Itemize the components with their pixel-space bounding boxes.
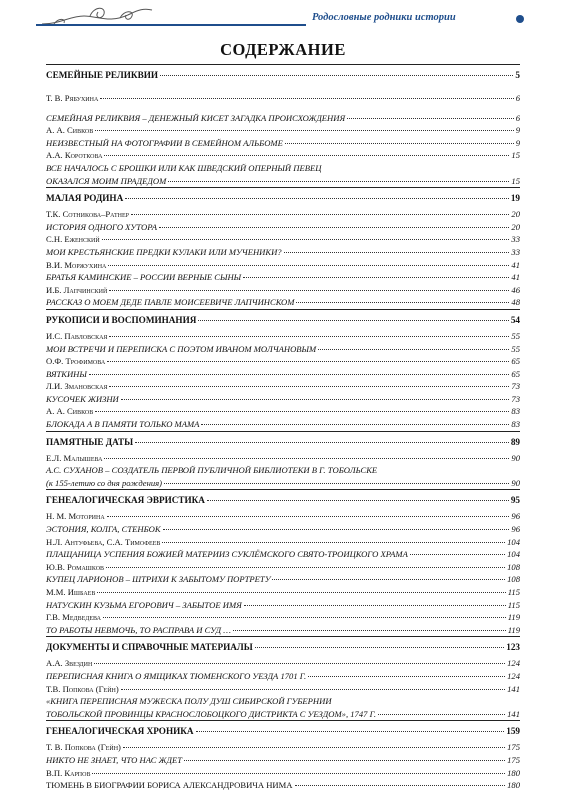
- page-title: СОДЕРЖАНИЕ: [220, 40, 346, 59]
- toc-title-entry[interactable]: [46, 112, 520, 125]
- author-name: А. А. Сивков: [46, 406, 94, 417]
- author-name: Т.В. Попкова (Гейн): [46, 683, 119, 694]
- toc-section: [46, 187, 520, 309]
- dot-leader: [102, 239, 510, 240]
- toc-author-entry[interactable]: [46, 259, 520, 272]
- dot-leader: [92, 773, 505, 774]
- toc-title-entry[interactable]: [46, 548, 520, 561]
- dot-leader: [109, 336, 509, 337]
- entry-page-number: 124: [507, 658, 520, 669]
- entry-page-number: 48: [511, 297, 520, 308]
- entry-page-number: 20: [511, 209, 520, 220]
- author-name: А.А. Звездин: [46, 658, 93, 669]
- author-name: В.И. Моржухина: [46, 259, 107, 270]
- dot-leader: [104, 155, 509, 156]
- dot-leader: [95, 411, 509, 412]
- entry-page-number: 96: [511, 524, 520, 535]
- section-heading[interactable]: [46, 432, 520, 452]
- section-page-number: 159: [506, 726, 520, 737]
- entry-page-number: 90: [511, 452, 520, 463]
- dot-leader: [97, 592, 505, 593]
- dot-leader: [198, 320, 508, 321]
- toc-section: [46, 636, 520, 720]
- toc-author-entry[interactable]: [46, 741, 520, 754]
- author-name: Н. М. Моторина: [46, 511, 105, 522]
- toc-title-entry[interactable]: [46, 464, 520, 477]
- toc-author-entry[interactable]: [46, 405, 520, 418]
- article-title: ТОБОЛЬСКОЙ ПРОВИНЦЫ КРАСНОСЛОБОЦКОГО ДИСТРИКТА С УЕЗДОМ», 1747 Г.: [46, 708, 376, 719]
- toc-title-entry[interactable]: [46, 246, 520, 259]
- article-title: (к 155-летию со дня рождения): [46, 477, 163, 488]
- dot-leader: [296, 302, 509, 303]
- dot-leader: [160, 75, 513, 76]
- toc-author-entry[interactable]: [46, 355, 520, 368]
- dot-leader: [378, 714, 505, 715]
- author-name: А. А. Сивков: [46, 125, 94, 136]
- author-name: Т. В. Рябухина: [46, 93, 99, 103]
- toc-author-entry[interactable]: [46, 92, 520, 105]
- section-title: РУКОПИСИ И ВОСПОМИНАНИЯ: [46, 314, 197, 325]
- article-title: МОИ ВСТРЕЧИ И ПЕРЕПИСКА С ПОЭТОМ ИВАНОМ МОЛЧАНОВЫМ: [46, 343, 317, 354]
- toc-title-entry[interactable]: [46, 670, 520, 683]
- dot-leader: [159, 227, 509, 228]
- toc-title-entry[interactable]: [46, 221, 520, 234]
- dot-leader: [410, 554, 505, 555]
- entry-page-number: 9: [515, 125, 520, 136]
- toc-title-entry[interactable]: [46, 754, 520, 767]
- entry-page-number: 119: [507, 624, 520, 635]
- toc-title-entry[interactable]: [46, 175, 520, 188]
- toc-title-entry[interactable]: [46, 418, 520, 431]
- entry-page-number: 108: [507, 561, 520, 572]
- article-title: ЭСТОНИЯ, КОЛГА, СТЕНБОК: [46, 524, 161, 535]
- entry-page-number: 55: [511, 330, 520, 341]
- article-title: НАТУСКИН КУЗЬМА ЕГОРОВИЧ – ЗАБЫТОЕ ИМЯ: [46, 599, 242, 610]
- dot-leader: [125, 198, 509, 199]
- entry-page-number: 15: [511, 150, 520, 161]
- header-rule: [36, 24, 306, 26]
- entry-page-number: 41: [511, 272, 520, 283]
- dot-leader: [109, 290, 509, 291]
- dot-leader: [244, 605, 506, 606]
- dot-leader: [163, 529, 510, 530]
- section-title: ДОКУМЕНТЫ И СПРАВОЧНЫЕ МАТЕРИАЛЫ: [46, 642, 253, 653]
- toc-author-entry[interactable]: [46, 284, 520, 297]
- dot-leader: [284, 252, 510, 253]
- toc-author-entry[interactable]: [46, 380, 520, 393]
- dot-leader: [121, 689, 505, 690]
- spacer: [46, 85, 520, 92]
- dot-leader: [104, 458, 509, 459]
- dot-leader: [103, 617, 506, 618]
- toc-section: [46, 720, 520, 791]
- author-name: О.Ф. Трофимова: [46, 356, 106, 367]
- entry-page-number: 20: [511, 221, 520, 232]
- dot-leader: [123, 747, 505, 748]
- section-page-number: 54: [510, 314, 520, 325]
- author-name: А.А. Короткова: [46, 150, 103, 161]
- toc-author-entry[interactable]: [46, 233, 520, 246]
- spacer: [46, 105, 520, 112]
- dot-leader: [168, 181, 509, 182]
- entry-page-number: 73: [511, 393, 520, 404]
- section-page-number: 19: [510, 193, 520, 204]
- entry-page-number: 15: [511, 175, 520, 186]
- dot-leader: [108, 265, 509, 266]
- section-page-number: 123: [506, 642, 520, 653]
- article-title: БРАТЬЯ КАМИНСКИЕ – РОССИИ ВЕРНЫЕ СЫНЫ: [46, 272, 242, 283]
- dot-leader: [89, 374, 510, 375]
- section-page-number: 89: [510, 436, 520, 447]
- toc-author-entry[interactable]: [46, 124, 520, 137]
- section-title: ПАМЯТНЫЕ ДАТЫ: [46, 436, 134, 447]
- table-of-contents: [46, 64, 520, 792]
- dot-leader: [95, 130, 513, 131]
- entry-page-number: 141: [507, 683, 520, 694]
- author-name: Т.К. Сотникова–Ратнер: [46, 209, 129, 220]
- dot-leader: [233, 630, 506, 631]
- entry-page-number: 6: [515, 93, 520, 103]
- section-title: ГЕНЕАЛОГИЧЕСКАЯ ХРОНИКА: [46, 726, 194, 737]
- author-name: М.М. Ишбаев: [46, 587, 96, 597]
- toc-title-entry[interactable]: [46, 624, 520, 637]
- entry-page-number: 33: [511, 234, 520, 245]
- section-heading[interactable]: [46, 490, 520, 510]
- dot-leader: [107, 516, 510, 517]
- entry-page-number: 46: [511, 284, 520, 295]
- entry-page-number: 108: [507, 574, 520, 585]
- header-dot-icon: [516, 15, 524, 23]
- dot-leader: [201, 424, 509, 425]
- toc-author-entry[interactable]: [46, 611, 520, 624]
- article-title: НЕИЗВЕСТНЫЙ НА ФОТОГРАФИИ В СЕМЕЙНОМ АЛЬБОМЕ: [46, 137, 283, 148]
- section-heading[interactable]: [46, 721, 520, 741]
- entry-page-number: 124: [507, 670, 520, 681]
- dot-leader: [184, 760, 505, 761]
- toc-title-entry[interactable]: [46, 296, 520, 309]
- article-title: МОИ КРЕСТЬЯНСКИЕ ПРЕДКИ КУЛАКИ ИЛИ МУЧЕНИКИ?: [46, 246, 282, 257]
- dot-leader: [100, 98, 513, 99]
- article-title: ВСЕ НАЧАЛОСЬ С БРОШКИ ИЛИ КАК ШВЕДСКИЙ ОПЕРНЫЙ ПЕВЕЦ: [46, 162, 322, 173]
- entry-page-number: 119: [507, 612, 520, 623]
- entry-page-number: 175: [507, 742, 520, 753]
- section-title: МАЛАЯ РОДИНА: [46, 193, 124, 204]
- section-page-number: 95: [510, 495, 520, 506]
- entry-page-number: 73: [511, 381, 520, 392]
- entry-page-number: 180: [507, 780, 520, 791]
- entry-page-number: 83: [511, 406, 520, 417]
- entry-page-number: 41: [511, 259, 520, 270]
- article-title: ТЮМЕНЬ В БИОГРАФИИ БОРИСА АЛЕКСАНДРОВИЧА НИМА: [46, 780, 293, 791]
- entry-page-number: 175: [507, 754, 520, 765]
- author-name: Л.И. Змановская: [46, 381, 108, 392]
- section-heading[interactable]: [46, 188, 520, 208]
- toc-title-entry[interactable]: [46, 368, 520, 381]
- toc-author-entry[interactable]: [46, 657, 520, 670]
- toc-title-entry[interactable]: [46, 162, 520, 175]
- entry-page-number: 9: [515, 137, 520, 148]
- article-title: СЕМЕЙНАЯ РЕЛИКВИЯ – ДЕНЕЖНЫЙ КИСЕТ ЗАГАДКА ПРОИСХОЖДЕНИЯ: [46, 112, 346, 123]
- article-title: НИКТО НЕ ЗНАЕТ, ЧТО НАС ЖДЕТ: [46, 754, 183, 765]
- toc-author-entry[interactable]: [46, 208, 520, 221]
- toc-author-entry[interactable]: [46, 452, 520, 465]
- dot-leader: [109, 386, 509, 387]
- toc-section: [46, 309, 520, 431]
- article-title: ИСТОРИЯ ОДНОГО ХУТОРА: [46, 221, 157, 232]
- section-title: СЕМЕЙНЫЕ РЕЛИКВИИ: [46, 70, 158, 80]
- toc-author-entry[interactable]: [46, 330, 520, 343]
- section-heading[interactable]: [46, 637, 520, 657]
- dot-leader: [162, 542, 505, 543]
- dot-leader: [164, 483, 509, 484]
- author-name: Ю.В. Ромашков: [46, 561, 105, 572]
- author-name: В.П. Карпов: [46, 767, 91, 778]
- entry-page-number: 104: [507, 549, 520, 560]
- toc-author-entry[interactable]: [46, 149, 520, 162]
- author-name: И.Б. Лапчинский: [46, 284, 108, 295]
- entry-page-number: 96: [511, 511, 520, 522]
- entry-page-number: 115: [507, 599, 520, 610]
- dot-leader: [131, 214, 509, 215]
- section-heading[interactable]: [46, 65, 520, 85]
- toc-title-entry[interactable]: [46, 271, 520, 284]
- entry-page-number: 33: [511, 246, 520, 257]
- article-title: БЛОКАДА А В ПАМЯТИ ТОЛЬКО МАМА: [46, 419, 200, 430]
- entry-page-number: 141: [507, 708, 520, 719]
- article-title: РАССКАЗ О МОЕМ ДЕДЕ ПАВЛЕ МОИСЕЕВИЧЕ ЛАПЧИНСКОМ: [46, 297, 295, 308]
- dot-leader: [272, 579, 505, 580]
- dot-leader: [94, 663, 505, 664]
- article-title: А.С. СУХАНОВ – СОЗДАТЕЛЬ ПЕРВОЙ ПУБЛИЧНОЙ БИБЛИОТЕКИ В Г. ТОБОЛЬСКЕ: [46, 465, 378, 476]
- article-title: КУСОЧЕК ЖИЗНИ: [46, 393, 119, 404]
- author-name: С.Н. Еженский: [46, 234, 100, 245]
- entry-page-number: 6: [515, 112, 520, 123]
- toc-section: [46, 489, 520, 636]
- section-title: ГЕНЕАЛОГИЧЕСКАЯ ЭВРИСТИКА: [46, 495, 205, 506]
- section-page-number: 5: [515, 70, 520, 80]
- toc-title-entry[interactable]: [46, 523, 520, 536]
- dot-leader: [347, 118, 514, 119]
- running-header: [0, 0, 566, 40]
- dot-leader: [308, 676, 505, 677]
- dot-leader: [295, 785, 506, 786]
- dot-leader: [196, 731, 505, 732]
- entry-page-number: 90: [511, 477, 520, 488]
- header-title: Родословные родники истории: [312, 12, 456, 23]
- section-heading[interactable]: [46, 310, 520, 330]
- article-title: ПЕРЕПИСНАЯ КНИГА О ЯМЩИКАХ ТЮМЕНСКОГО УЕЗДА 1701 Г.: [46, 670, 307, 681]
- dot-leader: [107, 361, 509, 362]
- toc-title-entry[interactable]: [46, 477, 520, 490]
- entry-page-number: 65: [511, 368, 520, 379]
- dot-leader: [285, 143, 514, 144]
- toc-title-entry[interactable]: [46, 393, 520, 406]
- article-title: ТО РАБОТЫ НЕВМОЧЬ, ТО РАСПРАВА И СУД …: [46, 624, 231, 635]
- toc-title-entry[interactable]: [46, 779, 520, 792]
- dot-leader: [243, 277, 509, 278]
- toc-author-entry[interactable]: [46, 510, 520, 523]
- toc-title-entry[interactable]: [46, 343, 520, 356]
- dot-leader: [318, 349, 509, 350]
- author-name: Т. В. Попкова (Гейн): [46, 742, 121, 753]
- author-name: Г.В. Медведева: [46, 612, 101, 623]
- entry-page-number: 83: [511, 419, 520, 430]
- toc-author-entry[interactable]: [46, 683, 520, 696]
- toc-title-entry[interactable]: [46, 695, 520, 708]
- toc-author-entry[interactable]: [46, 536, 520, 549]
- entry-page-number: 180: [507, 767, 520, 778]
- toc-author-entry[interactable]: [46, 561, 520, 574]
- article-title: «КНИГА ПЕРЕПИСНАЯ МУЖЕСКА ПОЛУ ДУШ СИБИРСКОЙ ГУБЕРНИИ: [46, 696, 332, 707]
- toc-section: [46, 64, 520, 187]
- entry-page-number: 104: [507, 536, 520, 547]
- dot-leader: [255, 647, 504, 648]
- toc-title-entry[interactable]: [46, 708, 520, 721]
- author-name: Н.Л. Антуфьева, С.А. Тимофеев: [46, 536, 161, 547]
- toc-title-entry[interactable]: [46, 573, 520, 586]
- toc-author-entry[interactable]: [46, 767, 520, 780]
- toc-author-entry[interactable]: [46, 586, 520, 599]
- article-title: ПЛАЩАНИЦА УСПЕНИЯ БОЖИЕЙ МАТЕРИИЗ СУКЛЁМСКОГО СВЯТО-ТРОИЦКОГО ХРАМА: [46, 549, 408, 560]
- article-title: ОКАЗАЛСЯ МОИМ ПРАДЕДОМ: [46, 175, 167, 186]
- entry-page-number: 55: [511, 343, 520, 354]
- toc-title-entry[interactable]: [46, 137, 520, 150]
- dot-leader: [207, 500, 509, 501]
- entry-page-number: 65: [511, 356, 520, 367]
- author-name: И.С. Павловская: [46, 330, 108, 341]
- toc-title-entry[interactable]: [46, 599, 520, 612]
- article-title: КУПЕЦ ЛАРИОНОВ – ШТРИХИ К ЗАБЫТОМУ ПОРТРЕТУ: [46, 574, 271, 585]
- author-name: Е.Л. Малышева: [46, 452, 103, 463]
- dot-leader: [106, 567, 505, 568]
- dot-leader: [121, 399, 510, 400]
- entry-page-number: 115: [507, 587, 520, 597]
- toc-section: [46, 431, 520, 490]
- article-title: ВЯТКИНЫ: [46, 368, 87, 379]
- dot-leader: [135, 442, 509, 443]
